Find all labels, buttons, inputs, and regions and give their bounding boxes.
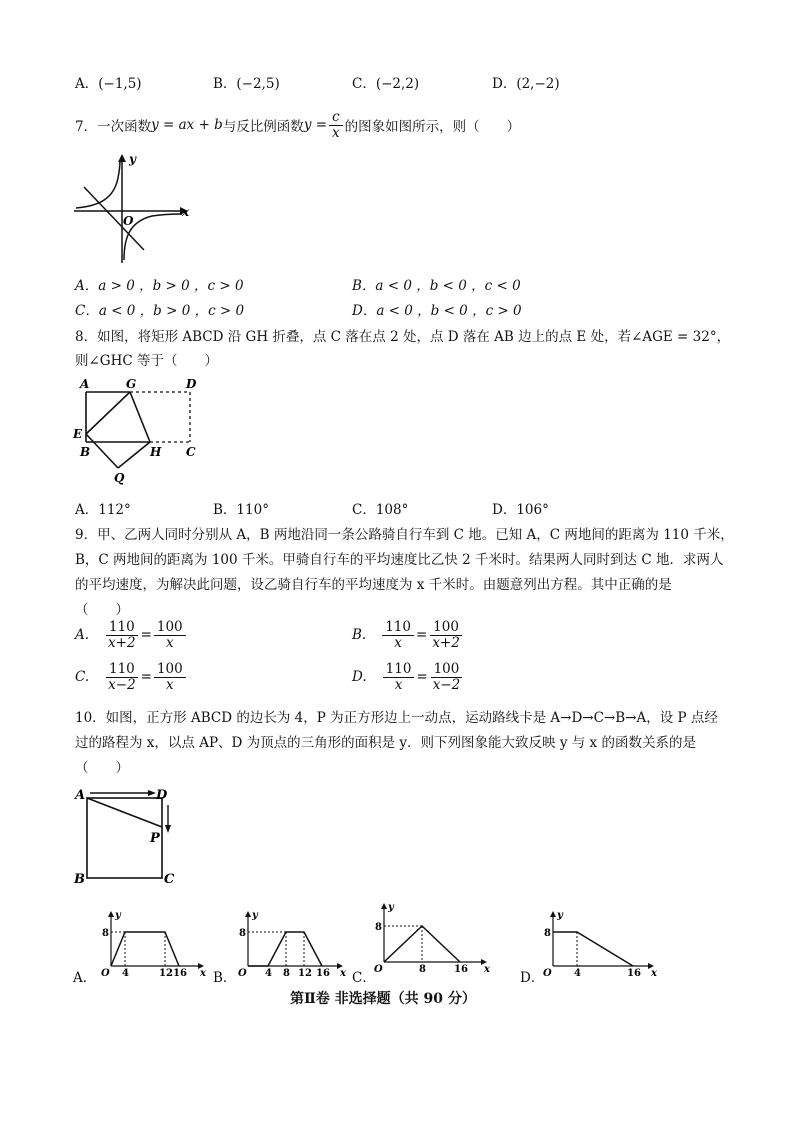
q8-label-d: D	[186, 377, 197, 391]
q10-arrowhead-d-to-c	[165, 825, 171, 833]
q10-graph-b-origin: O	[238, 968, 247, 979]
q10-graph-c-tick-16: 16	[454, 964, 468, 975]
q9-option-d-left-fraction	[383, 662, 415, 693]
q8-folded-eq	[86, 434, 118, 468]
q7-inverse-fraction	[329, 110, 343, 141]
q7-option-d: D．a < 0 ，b < 0 ，c > 0	[352, 303, 522, 319]
q9-stem-line2: B，C 两地间的距离为 100 千米。甲骑自行车的平均速度比乙快 2 千米时。结果两人同时到达 C 地．求两人	[75, 552, 724, 568]
q10-graph-a-tick-4: 4	[122, 968, 129, 979]
q10-graph-a-y-label: y	[115, 910, 121, 921]
q10-graph-d-y-label: y	[557, 910, 563, 921]
q9-option-d-equals: =	[416, 669, 428, 686]
q10-segment-ap	[87, 798, 162, 827]
q10-graph-b-ymax: 8	[239, 928, 246, 939]
q10-graph-b-tick-8: 8	[283, 968, 290, 979]
q8-label-b: B	[80, 445, 91, 459]
q9-option-c-left-fraction	[105, 662, 139, 693]
q7-stem	[75, 110, 520, 141]
q8-label-g: G	[126, 377, 137, 391]
q10-graph-a-origin: O	[101, 968, 110, 979]
q9-option-a-equals: =	[140, 627, 152, 644]
q9-option-a-label: A.	[75, 627, 90, 644]
q8-option-d: D．106°	[492, 502, 549, 518]
q8-label-q: Q	[114, 471, 125, 485]
q10-label-c: C	[164, 872, 175, 887]
q8-stem-line1: 8．如图，将矩形 ABCD 沿 GH 折叠，点 C 落在点 2 处，点 D 落在 AB 边上的点 E 处，若∠AGE = 32°，	[75, 329, 731, 345]
q7-option-a: A．a > 0 ，b > 0 ，c > 0	[75, 278, 244, 294]
q10-graph-d-ymax: 8	[544, 928, 551, 939]
q9-option-d-right-den: x−2	[432, 676, 461, 693]
q9-option-c	[75, 662, 188, 693]
q7-stem-suffix: 的图象如图所示，则（ ）	[344, 119, 521, 136]
q8-fold-gh	[130, 392, 150, 442]
q10-graph-d-tick-16: 16	[627, 968, 641, 979]
q10-graph-b-tick-12: 12	[298, 968, 312, 979]
q8-option-b: B．110°	[213, 502, 269, 518]
q9-option-c-right-fraction	[154, 662, 186, 693]
q10-graph-d-y-arrow	[550, 911, 556, 917]
q10-square-figure	[70, 785, 190, 890]
q7-option-c: C．a < 0 ，b > 0 ，c > 0	[75, 303, 245, 319]
q8-label-c: C	[186, 445, 196, 459]
q8-option-a: A．112°	[75, 502, 131, 518]
q10-graph-a	[93, 906, 208, 978]
q9-option-d-right-fraction	[430, 662, 464, 693]
q10-graph-b-y-arrow	[245, 911, 251, 917]
q10-graph-d-x-label: x	[651, 968, 657, 979]
q10-graph-a-tick-16: 16	[173, 968, 187, 979]
q10-graph-d-tick-4: 4	[574, 968, 581, 979]
q9-option-d	[352, 662, 465, 693]
q9-stem-line3: 的平均速度，为解决此问题，设乙骑自行车的平均速度为 x 千米时。由题意列出方程。其中正确的是	[75, 577, 672, 593]
q9-option-d-right-num: 100	[431, 662, 463, 678]
q9-option-b-left-fraction	[382, 620, 414, 651]
q8-option-c: C．108°	[352, 502, 409, 518]
q9-stem-line1: 9．甲、乙两人同时分别从 A，B 两地沿同一条公路骑自行车到 C 地。已知 A，C 两地间的距离为 110 千米，	[75, 527, 734, 543]
q9-option-c-right-den: x	[166, 676, 174, 693]
q9-option-c-right-num: 100	[154, 662, 186, 678]
q7-linear-function: y = ax + b	[151, 117, 223, 134]
q10-graph-a-tick-12: 12	[159, 968, 173, 979]
q8-folded-qh	[118, 442, 150, 468]
q7-inverse-denominator: x	[332, 124, 340, 141]
q9-option-c-left-den: x−2	[108, 676, 136, 693]
q10-graph-c-ymax: 8	[375, 922, 382, 933]
q10-graph-d-curve	[553, 932, 633, 966]
q9-option-a-left-num: 110	[106, 620, 138, 636]
q9-option-a-left-fraction	[105, 620, 139, 651]
q9-option-b-right-den: x+2	[432, 634, 460, 651]
q10-graph-c-option-label: C．	[352, 970, 376, 986]
q8-label-a: A	[80, 377, 90, 391]
q10-graph-d-origin: O	[543, 968, 552, 979]
q10-graph-b-option-label: B．	[213, 970, 237, 986]
q9-option-c-equals: =	[140, 669, 152, 686]
q10-graph-a-x-label: x	[200, 968, 206, 979]
q9-option-d-left-num: 110	[383, 662, 415, 678]
q7-inverse-lhs: y =	[303, 117, 328, 134]
q10-graph-a-ymax: 8	[102, 928, 109, 939]
q10-graph-c-tick-8: 8	[419, 964, 426, 975]
q9-option-b-left-num: 110	[382, 620, 414, 636]
q9-option-b-right-num: 100	[430, 620, 462, 636]
q7-x-label: x	[182, 205, 190, 219]
q8-figure	[70, 372, 210, 487]
q9-option-c-left-num: 110	[106, 662, 138, 678]
q10-graph-c-origin: O	[374, 964, 383, 975]
q10-label-a: A	[75, 788, 86, 803]
q8-label-e: E	[73, 427, 83, 441]
q10-stem-line3: （ ）	[75, 760, 129, 776]
q9-option-a	[75, 620, 188, 651]
q10-graph-b-tick-4: 4	[265, 968, 272, 979]
q10-graph-c-y-arrow	[381, 903, 387, 909]
q10-graph-d-option-label: D．	[520, 970, 545, 986]
q10-graph-d	[535, 906, 665, 978]
q9-option-a-right-num: 100	[154, 620, 186, 636]
q9-option-b-label: B.	[352, 627, 367, 644]
q7-inverse-numerator: c	[329, 110, 343, 126]
q7-y-arrow	[118, 154, 126, 162]
q9-stem-line4: （ ）	[75, 602, 129, 618]
q6-option-a: A．(−1,5)	[75, 76, 142, 92]
q9-option-d-label: D.	[352, 669, 367, 686]
q10-label-p: P	[150, 831, 160, 846]
q10-label-d: D	[156, 788, 168, 803]
q6-option-b: B．(−2,5)	[213, 76, 280, 92]
q6-option-d: D．(2,−2)	[492, 76, 560, 92]
q10-stem-line1: 10．如图，正方形 ABCD 的边长为 4，P 为正方形边上一动点，运动路线卡是 A→D→C→B→A，设 P 点经	[75, 710, 718, 726]
q7-stem-prefix: 7．一次函数	[75, 119, 152, 136]
q8-label-h: H	[150, 445, 162, 459]
q9-option-d-left-den: x	[394, 676, 403, 693]
q9-option-a-left-den: x+2	[108, 634, 136, 651]
q10-graph-b-y-label: y	[252, 910, 258, 921]
section-heading: 第Ⅱ卷 非选择题（共 90 分）	[290, 991, 476, 1007]
q9-option-b-left-den: x	[394, 634, 402, 651]
q9-option-a-right-fraction	[154, 620, 186, 651]
q10-graph-a-curve	[111, 932, 179, 966]
q10-graph-c-x-label: x	[484, 964, 490, 975]
q7-linear-line	[84, 187, 144, 250]
q10-graph-c	[366, 898, 496, 978]
q7-y-label: y	[129, 152, 136, 166]
q10-arrowhead-a-to-d	[148, 790, 156, 796]
q10-graph-b	[230, 906, 350, 978]
q9-option-c-label: C.	[75, 669, 90, 686]
q9-option-b-right-fraction	[429, 620, 463, 651]
q10-graph-a-option-label: A．	[73, 970, 97, 986]
q7-origin-label: O	[123, 214, 134, 228]
q10-graph-c-y-label: y	[388, 902, 394, 913]
q7-option-b: B．a < 0 ，b < 0 ，c < 0	[352, 278, 521, 294]
q7-figure	[70, 150, 200, 265]
q10-graph-b-curve	[248, 932, 322, 966]
q10-label-b: B	[74, 872, 85, 887]
q6-option-c: C．(−2,2)	[352, 76, 420, 92]
q10-graph-a-y-arrow	[108, 911, 114, 917]
q9-option-b-equals: =	[416, 627, 428, 644]
q10-stem-line2: 过的路程为 x，以点 AP、D 为顶点的三角形的面积是 y．则下列图象能大致反映 y 与 x 的函数关系的是	[75, 735, 696, 751]
q8-folded-ge	[86, 392, 130, 434]
q7-stem-mid: 与反比例函数	[222, 119, 304, 136]
q9-option-b	[352, 620, 465, 651]
q10-graph-b-x-label: x	[340, 968, 346, 979]
q10-graph-b-tick-16: 16	[316, 968, 330, 979]
q8-stem-line2: 则∠GHC 等于（ ）	[75, 353, 218, 369]
q9-option-a-right-den: x	[165, 634, 174, 651]
